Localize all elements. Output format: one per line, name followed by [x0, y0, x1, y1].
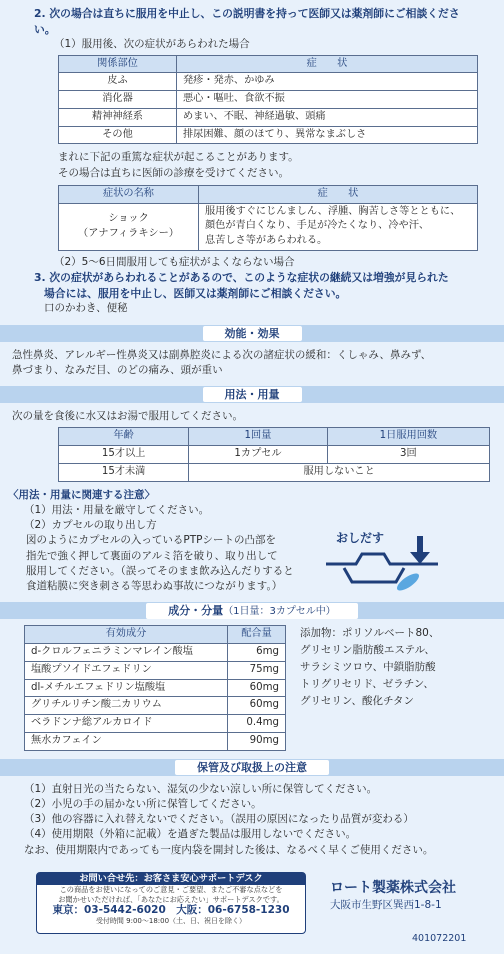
support-desk-box — [36, 872, 306, 934]
storage-item-1: （1）直射日光の当たらない、湿気の少ない涼しい所に保管してください。 — [24, 782, 378, 795]
table-header: 症状の名称 — [59, 185, 199, 203]
ingredients-table — [24, 625, 286, 750]
storage-title: 保管及び取扱上の注意 — [175, 760, 329, 775]
table-row: d-クロルフェニラミンマレイン酸塩 6mg — [25, 644, 286, 662]
table-header: 年齢 — [59, 428, 189, 446]
capsule-instructions-4: 食道粘膜に突き刺さる等思わぬ事故につながります。） — [26, 580, 283, 592]
ingredients-band — [0, 602, 504, 619]
company-info — [330, 878, 456, 914]
storage-item-2: （2）小児の手の届かない所に保管してください。 — [24, 797, 262, 810]
support-hours: 受付時間 9:00〜18:00（土、日、祝日を除く） — [95, 917, 247, 925]
efficacy-band — [0, 325, 504, 342]
ingredients-subtitle: （1日量：3カプセル中） — [223, 606, 336, 618]
table-row: ベラドンナ総アルカロイド 0.4mg — [25, 715, 286, 733]
table-row: グリチルリチン酸二カリウム 60mg — [25, 697, 286, 715]
table-row: 15才未満 服用しないこと — [59, 463, 490, 481]
table-header: 症 状 — [199, 185, 478, 203]
storage-final-note: なお、使用期限内であっても一度内袋を開封した後は、なるべく早くご使用ください。 — [24, 843, 434, 856]
section2-item2: （2）5〜6日間服用しても症状がよくならない場合 — [54, 255, 295, 268]
support-desk-desc-1: この商品をお使いになってのご意見・ご要望、またご不審な点などを — [59, 885, 283, 894]
dosage-notes-title: 〈用法・用量に関連する注意〉 — [8, 488, 155, 501]
side-effects-table — [58, 55, 478, 145]
dosage-intro: 次の量を食後に水又はお湯で服用してください。 — [12, 410, 243, 423]
table-row: ショック （アナフィラキシー） 服用後すぐにじんましん、浮腫、胸苦しさ等とともに、 顔色が青白くなり、手足が冷たくなり、冷や汗、 息苦しさ等があらわれる。 — [59, 203, 478, 250]
table-row: 消化器 悪心・嘔吐、食欲不振 — [59, 91, 478, 109]
support-phone-numbers: 東京：03-5442-6020 大阪：06-6758-1230 — [52, 904, 290, 916]
dosage-note2: （2）カプセルの取り出し方 — [24, 519, 157, 532]
rare-note-2: その場合は直ちに医師の診療を受けてください。 — [58, 166, 289, 179]
support-desk-desc-2: お聞かせいただければ、「あなたにお応えたい」サポートデスクです。 — [58, 894, 284, 904]
efficacy-line1: 急性鼻炎、アレルギー性鼻炎又は副鼻腔炎による次の諸症状の緩和：くしゃみ、鼻みず、 — [12, 348, 432, 361]
dosage-band — [0, 386, 504, 403]
table-header: 配合量 — [228, 626, 286, 644]
capsule-instructions-2: 指先で強く押して裏面のアルミ箔を破り、取り出して — [26, 549, 278, 562]
press-out-illustration — [322, 530, 442, 600]
storage-band — [0, 759, 504, 776]
capsule-instructions-3: 服用してください。（誤ってそのまま飲み込んだりすると — [26, 564, 294, 577]
section2-item1: （1）服用後、次の症状があらわれた場合 — [54, 38, 250, 51]
table-row: 無水カフェイン 90mg — [25, 732, 286, 750]
table-row: 精神神経系 めまい、不眠、神経過敏、頭痛 — [59, 108, 478, 126]
company-name: ロート製薬株式会社 — [330, 880, 456, 896]
dosage-note1: （1）用法・用量を厳守してください。 — [24, 503, 210, 516]
press-out-label: おしだす — [336, 530, 385, 545]
section3-line2: 場合には、服用を中止し、医師又は薬剤師にご相談ください。 — [44, 286, 347, 300]
table-header: 1日服用回数 — [327, 428, 489, 446]
table-header: 有効成分 — [25, 626, 228, 644]
document-code: 401072201 — [412, 933, 467, 944]
table-row: 皮ふ 発疹・発赤、かゆみ — [59, 73, 478, 91]
ingredients-title: 成分・分量 — [168, 604, 224, 618]
serious-symptoms-table — [58, 185, 478, 251]
company-address: 大阪市生野区巽西1-8-1 — [330, 899, 442, 912]
table-header: 1回量 — [189, 428, 328, 446]
storage-item-3: （3）他の容器に入れ替えないでください。（誤用の原因になったり品質が変わる） — [24, 813, 414, 826]
table-row: 塩酸プソイドエフェドリン 75mg — [25, 661, 286, 679]
table-row: その他 排尿困難、顔のほてり、異常なまぶしさ — [59, 126, 478, 144]
storage-item-4: （4）使用期限（外箱に記載）を過ぎた製品は服用しないでください。 — [24, 828, 357, 841]
dosage-title: 用法・用量 — [203, 387, 302, 402]
section3-symptoms: 口のかわき、便秘 — [44, 302, 128, 315]
table-row: dl-メチルエフェドリン塩酸塩 60mg — [25, 679, 286, 697]
capsule-instructions-1: 図のようにカプセルの入っているPTPシートの凸部を — [26, 534, 276, 547]
table-row: 15才以上 1カプセル 3回 — [59, 446, 490, 464]
table-header: 関係部位 — [59, 55, 177, 73]
support-desk-title: お問い合せ先：お客さま安心サポートデスク — [37, 873, 305, 885]
efficacy-title: 効能・効果 — [203, 326, 302, 341]
dosage-table — [58, 427, 490, 481]
section2-title: 2. 次の場合は直ちに服用を中止し、この説明書を持って医師又は薬剤師にご相談ください。 — [34, 7, 460, 36]
efficacy-line2: 鼻づまり、なみだ目、のどの痛み、頭が重い — [12, 363, 223, 376]
additives: 添加物：ポリソルベート80、 グリセリン脂肪酸エステル、 サラシミツロウ、中鎖脂肪酸 トリグリセリド、ゼラチン、 グリセリン、酸化チタン — [300, 627, 440, 708]
section3-line1: 3. 次の症状があらわれることがあるので、このような症状の継続又は増強が見られた — [34, 271, 449, 285]
table-header: 症 状 — [177, 55, 478, 73]
rare-note-1: まれに下記の重篤な症状が起こることがあります。 — [58, 151, 299, 164]
